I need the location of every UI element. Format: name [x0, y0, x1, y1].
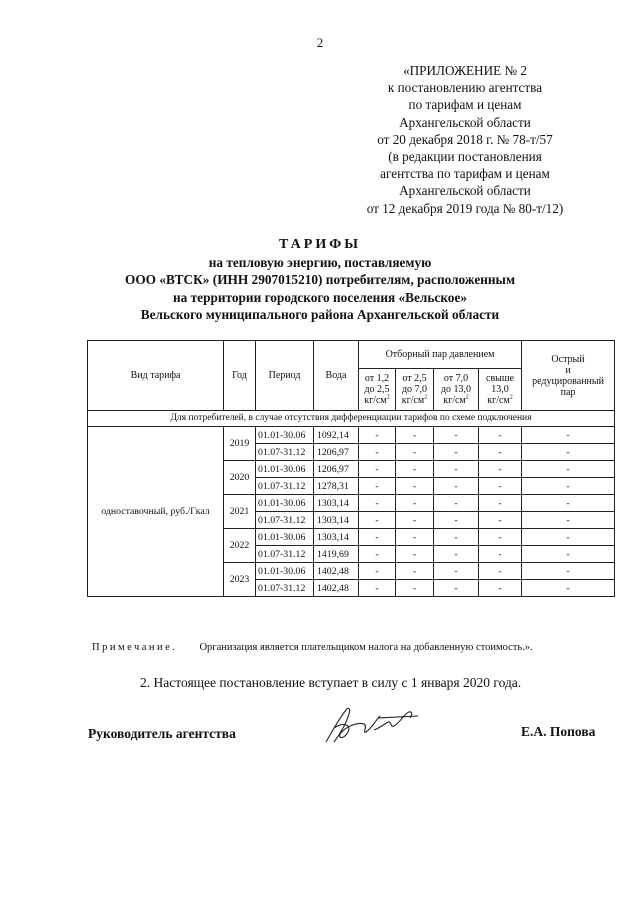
dash-cell: - [522, 461, 615, 478]
appendix-line: от 12 декабря 2019 года № 80-т/12) [366, 200, 564, 216]
unit-sup: 2 [465, 394, 469, 401]
header-steam-col-1 [359, 369, 396, 411]
tariff-table [87, 340, 615, 597]
period-cell: 01.01-30.06 [256, 461, 314, 478]
dash-cell: - [434, 529, 479, 546]
dash-cell: - [359, 580, 396, 597]
dash-cell: - [359, 495, 396, 512]
dash-cell: - [359, 546, 396, 563]
page-number: 2 [316, 35, 324, 50]
dash-cell: - [396, 478, 434, 495]
dash-cell: - [396, 546, 434, 563]
appendix-line: Архангельской области [399, 183, 531, 199]
dash-cell: - [522, 546, 615, 563]
steam-col-line: 13,0 [491, 384, 509, 395]
year-cell: 2023 [224, 563, 256, 597]
dash-cell: - [434, 478, 479, 495]
dash-cell: - [479, 461, 522, 478]
header-sharp-line: Острый [551, 353, 585, 365]
title-line: на территории городского поселения «Вельское» [173, 289, 467, 305]
title-line: Вельского муниципального района Архангельской области [140, 307, 500, 322]
period-cell: 01.01-30.06 [256, 427, 314, 444]
steam-col-line: свыше [486, 373, 515, 384]
steam-col-unit [479, 395, 521, 406]
header-steam-col-4 [479, 369, 522, 411]
year-cell: 2020 [224, 461, 256, 495]
table-row [88, 427, 615, 444]
dash-cell: - [479, 529, 522, 546]
dash-cell: - [434, 512, 479, 529]
steam-col-unit [359, 395, 395, 406]
period-cell: 01.07-31.12 [256, 546, 314, 563]
dash-cell: - [434, 563, 479, 580]
dash-cell: - [479, 478, 522, 495]
dash-cell: - [396, 427, 434, 444]
dash-cell: - [522, 580, 615, 597]
unit-sup: 2 [386, 394, 390, 401]
header-tariff-type: Вид тарифа [88, 341, 224, 411]
year-cell: 2022 [224, 529, 256, 563]
water-value-cell: 1092,14 [314, 427, 359, 444]
appendix-line: Архангельской области [399, 114, 531, 130]
note [92, 642, 533, 653]
dash-cell: - [479, 444, 522, 461]
period-cell: 01.07-31.12 [256, 478, 314, 495]
period-cell: 01.07-31.12 [256, 512, 314, 529]
tariff-type-cell: одноставочный, руб./Гкал [88, 427, 224, 597]
dash-cell: - [359, 563, 396, 580]
note-label: Примечание. [92, 642, 178, 653]
water-value-cell: 1303,14 [314, 529, 359, 546]
water-value-cell: 1278,31 [314, 478, 359, 495]
appendix-line: по тарифам и ценам [408, 97, 522, 113]
dash-cell: - [434, 546, 479, 563]
period-cell: 01.07-31.12 [256, 580, 314, 597]
unit-sup: 2 [424, 394, 428, 401]
steam-col-unit [396, 395, 433, 406]
water-value-cell: 1303,14 [314, 512, 359, 529]
signatory-name: Е.А. Попова [521, 724, 596, 739]
signatory-position: Руководитель агентства [88, 726, 236, 741]
dash-cell: - [522, 427, 615, 444]
appendix-line: к постановлению агентства [387, 80, 543, 96]
dash-cell: - [522, 444, 615, 461]
dash-cell: - [479, 495, 522, 512]
appendix-line: «ПРИЛОЖЕНИЕ № 2 [403, 63, 527, 78]
period-cell: 01.01-30.06 [256, 529, 314, 546]
dash-cell: - [396, 444, 434, 461]
year-cell: 2021 [224, 495, 256, 529]
dash-cell: - [359, 512, 396, 529]
dash-cell: - [434, 444, 479, 461]
appendix-line: (в редакции постановления [388, 149, 542, 165]
dash-cell: - [434, 580, 479, 597]
dash-cell: - [522, 529, 615, 546]
water-value-cell: 1402,48 [314, 563, 359, 580]
dash-cell: - [479, 563, 522, 580]
header-water: Вода [314, 341, 359, 411]
period-cell: 01.01-30.06 [256, 563, 314, 580]
unit-sup: 2 [509, 394, 513, 401]
header-year: Год [224, 341, 256, 411]
appendix-line: агентства по тарифам и ценам [380, 166, 550, 182]
effective-date-clause: 2. Настоящее постановление вступает в силу с 1 января 2020 года. [140, 675, 522, 690]
year-cell: 2019 [224, 427, 256, 461]
header-sharp-line: редуцированный [532, 375, 604, 387]
appendix-line: от 20 декабря 2018 г. № 78-т/57 [377, 131, 553, 147]
unit-text: кг/см [364, 395, 387, 406]
dash-cell: - [522, 512, 615, 529]
water-value-cell: 1206,97 [314, 444, 359, 461]
dash-cell: - [359, 478, 396, 495]
dash-cell: - [522, 495, 615, 512]
water-value-cell: 1402,48 [314, 580, 359, 597]
water-value-cell: 1206,97 [314, 461, 359, 478]
header-sharp-steam [522, 341, 615, 411]
header-steam-group: Отборный пар давлением [359, 341, 522, 369]
dash-cell: - [479, 546, 522, 563]
unit-text: кг/см [443, 395, 466, 406]
steam-col-unit [434, 395, 478, 406]
dash-cell: - [359, 461, 396, 478]
dash-cell: - [396, 512, 434, 529]
dash-cell: - [359, 444, 396, 461]
steam-col-line: до 7,0 [401, 384, 428, 395]
dash-cell: - [434, 427, 479, 444]
dash-cell: - [396, 580, 434, 597]
water-value-cell: 1419,69 [314, 546, 359, 563]
header-sharp-line: и [565, 364, 571, 376]
title-line: ООО «ВТСК» (ИНН 2907015210) потребителям, расположенным [124, 272, 515, 287]
title-heading: ТАРИФЫ [279, 237, 361, 252]
dash-cell: - [434, 461, 479, 478]
dash-cell: - [359, 427, 396, 444]
header-period: Период [256, 341, 314, 411]
water-value-cell: 1303,14 [314, 495, 359, 512]
steam-col-line: до 2,5 [364, 384, 390, 395]
dash-cell: - [396, 461, 434, 478]
dash-cell: - [522, 563, 615, 580]
steam-col-line: от 1,2 [364, 373, 390, 384]
title-line: на тепловую энергию, поставляемую [208, 254, 432, 270]
steam-col-line: до 13,0 [440, 384, 472, 395]
dash-cell: - [479, 512, 522, 529]
dash-cell: - [479, 580, 522, 597]
dash-cell: - [359, 529, 396, 546]
steam-col-line: от 7,0 [443, 373, 469, 384]
appendix-header [330, 62, 600, 217]
note-text: Организация является плательщиком налога на добавленную стоимость.». [199, 642, 533, 653]
period-cell: 01.07-31.12 [256, 444, 314, 461]
dash-cell: - [396, 563, 434, 580]
consumer-note-row: Для потребителей, в случае отсутствия дифференциации тарифов по схеме подключения [88, 411, 615, 427]
unit-text: кг/см [487, 395, 510, 406]
dash-cell: - [434, 495, 479, 512]
handwritten-signature [318, 702, 428, 748]
header-sharp-line: пар [560, 386, 576, 398]
dash-cell: - [479, 427, 522, 444]
document-title [90, 236, 550, 324]
dash-cell: - [396, 529, 434, 546]
header-steam-col-3 [434, 369, 479, 411]
period-cell: 01.01-30.06 [256, 495, 314, 512]
dash-cell: - [396, 495, 434, 512]
dash-cell: - [522, 478, 615, 495]
steam-col-line: от 2,5 [402, 373, 427, 384]
header-steam-col-2 [396, 369, 434, 411]
unit-text: кг/см [401, 395, 425, 406]
